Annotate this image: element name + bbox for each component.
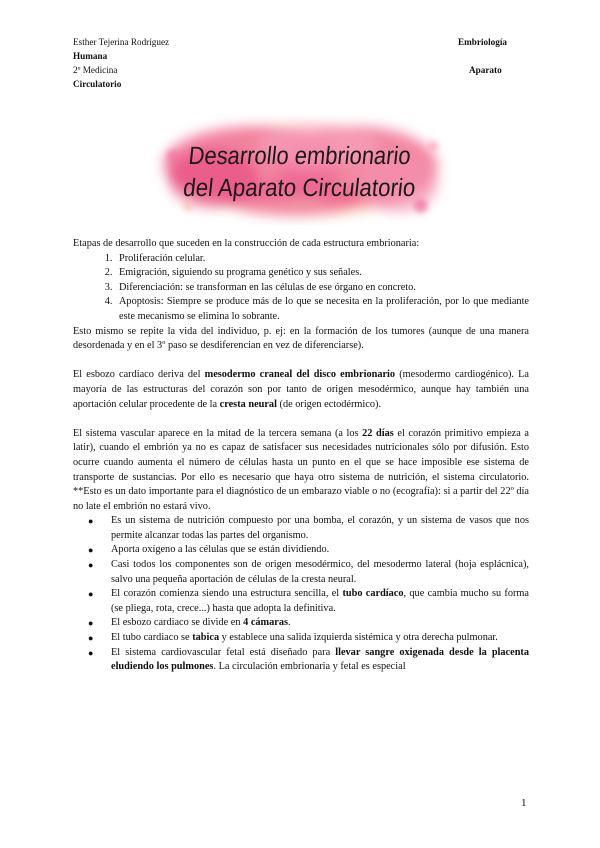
bullet-item: ● Casi todos los componentes son de origen mesodérmico, del mesodermo lateral (hoja esplácnica), salvo una pequeña aportación de células de la cresta neural. (105, 558, 529, 587)
document-body (73, 237, 529, 675)
stage-item: 4. Apoptosis: Siempre se produce más de lo que se necesita en la proliferación, por lo que mediante este mecanismo se elimina lo sobrante. (115, 295, 529, 324)
stages-list (73, 252, 529, 325)
banner-title-line1: Desarrollo embrionario (187, 142, 443, 170)
bold-term: mesodermo craneal del disco embrionario (204, 369, 396, 381)
bullet-item: ● Es un sistema de nutrición compuesto por una bomba, el corazón, y un sistema de vasos que nos permite alcanzar todas las partes del organismo. (105, 514, 529, 543)
topic-line2: Circulatorio (73, 79, 122, 89)
vascular-paragraph: El sistema vascular aparece en la mitad de la tercera semana (a los 22 días el corazón primitivo empieza a latir), cuando el embrión ya no es capaz de satisfacer sus necesidades nutricionales sólo por difusión. Esto ocurre cuando aumenta el número de células hasta un punto en el que se hace imposible ese sistema de transporte de sustancias. Por ello es necesario que haya otro sistema de nutrición, el sistema circulatorio. **Esto es un dato importante para el diagnóstico de un embarazo viable o no (ecografía): si a partir del 22º día no late el embrión no estará vivo. (73, 427, 529, 512)
stage-item: 1. Proliferación celular. (115, 252, 529, 267)
bold-term: cresta neural (219, 398, 277, 410)
course-label: 2º Medicina (73, 65, 118, 75)
bullet-list (73, 514, 529, 675)
bullet-item: ● El esbozo cardiaco se divide en 4 cámaras. (105, 616, 529, 631)
bullet-item: ● El tubo cardiaco se tabica y establece una salida izquierda sistémica y otra derecha pulmonar. (105, 631, 529, 646)
stages-outro: Esto mismo se repite la vida del individuo, p. ej: en la formación de los tumores (aunque de una manera desordenada y en el 3º paso se desdiferencian en vez de diferenciarse). (73, 325, 529, 352)
subject-line2: Humana (73, 51, 108, 61)
subject-line1: Embriología (458, 37, 508, 47)
page-number: 1 (521, 797, 527, 809)
banner-title-line2: del Aparato Circulatorio (181, 174, 445, 202)
watercolor-splash (163, 124, 445, 216)
title-banner (143, 106, 456, 235)
stage-item: 2. Emigración, siguiendo su programa genético y sus señales. (115, 266, 529, 281)
topic-line1: Aparato (469, 65, 502, 75)
bullet-item: ● Aporta oxígeno a las células que se están dividiendo. (105, 543, 529, 558)
stage-item: 3. Diferenciación: se transforman en las células de ese órgano en concreto. (115, 281, 529, 296)
bullet-item: ● El corazón comienza siendo una estructura sencilla, el tubo cardíaco, que cambia mucho su forma (se pliega, rota, crece...) hasta que adopta la definitiva. (105, 587, 529, 616)
stages-intro: Etapas de desarrollo que suceden en la construcción de cada estructura embrionaria: (73, 238, 420, 249)
bold-term: 22 días (362, 427, 394, 439)
esbozo-paragraph: El esbozo cardiaco deriva del mesodermo craneal del disco embrionario (mesodermo cardiogénico). La mayoría de las estructuras del corazón son por tanto de origen mesodérmico, aunque hay también una aportación celular procedente de la cresta neural (de origen ectodérmico). (73, 369, 529, 410)
bullet-item: ● El sistema cardiovascular fetal está diseñado para llevar sangre oxigenada desde la placenta eludiendo los pulmones. La circulación embrionaria y fetal es especial (105, 646, 529, 675)
author-name: Esther Tejerina Rodríguez (73, 37, 170, 47)
